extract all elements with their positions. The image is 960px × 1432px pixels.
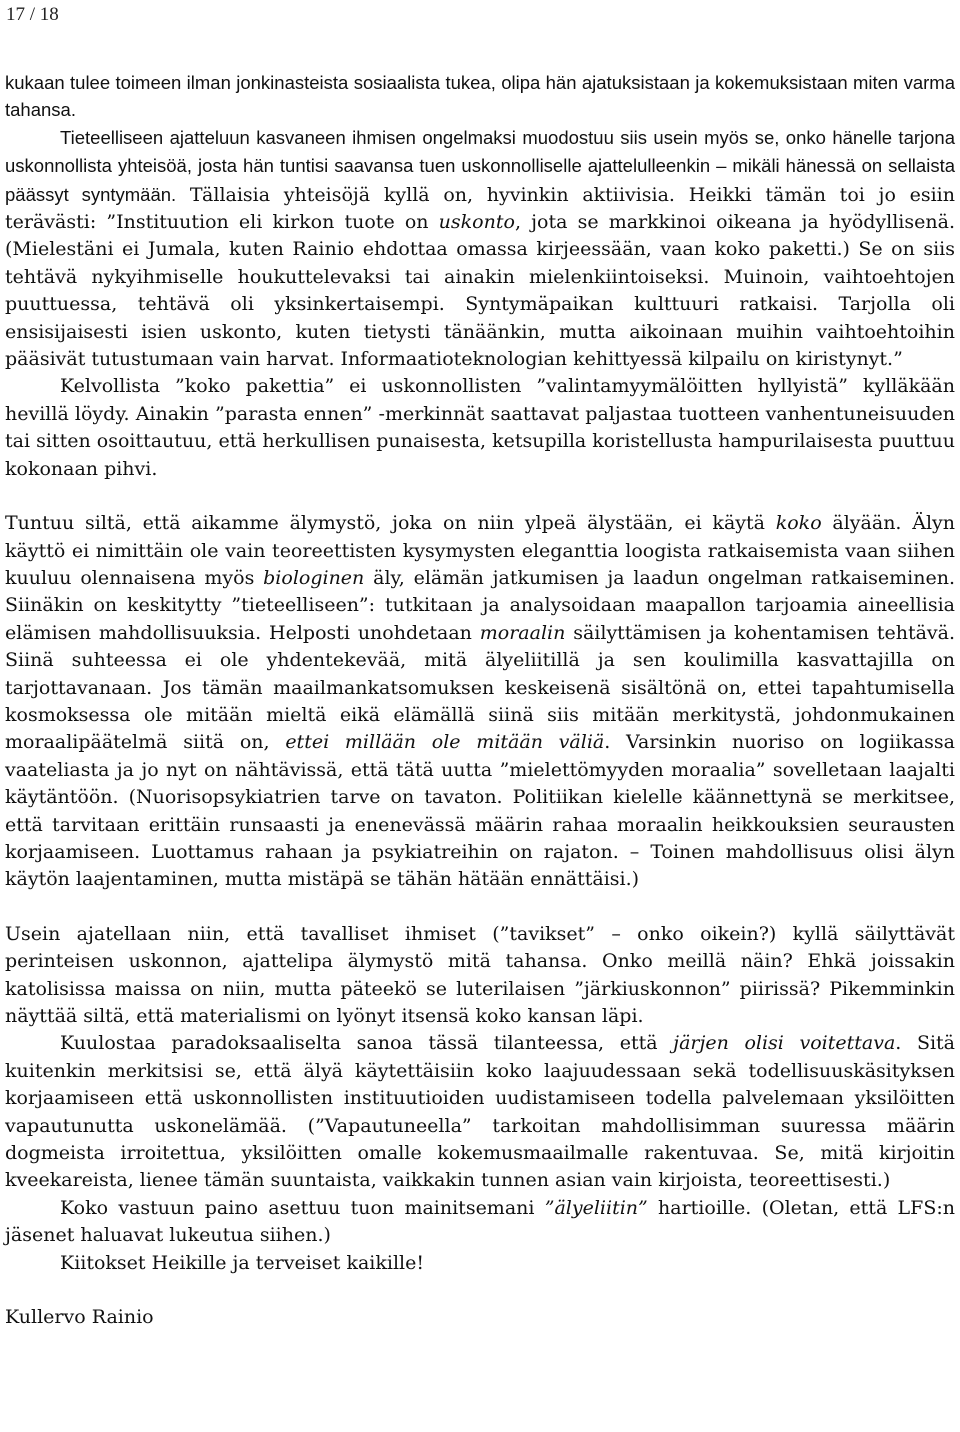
paragraph-7: [5, 1195, 955, 1250]
paragraph-4: [5, 510, 955, 894]
paragraph-2: [5, 124, 955, 374]
paragraph-6: [5, 1030, 955, 1194]
paragraph-1: [5, 69, 955, 124]
paragraph-text: . Sitä kuitenkin merkitsisi se, että älyä käytettäisiin koko laajuudessaan sekä todellisuuskäsityksen korjaamiseen että uskonnollisten instituutioiden uudistamiseen todella palvelemaan yksilöitten vapautunutta uskonelämää. (”Vapautuneella” tarkoitan mahdollisimman suuressa määrin dogmeista irroitettua, yksilöitten omalle kokemusmaailmalle rakentuvaa. Se, mitä kirjoitin kveekareista, lienee tämän suuntaista, vaikkakin tunnen asian vain kirjoista, teoreettisesti.): [5, 1032, 956, 1192]
page-counter: 17 / 18: [6, 4, 59, 25]
paragraph-text: Tieteelliseen ajatteluun kasvaneen ihmisen ongelmaksi muodostuu siis usein myös se, onko hänelle tarjona uskonnollista yhteisöä, josta hän tuntisi saavansa tuen uskonnolliselle ajattelulleenkin – mikäli hänessä on sellaista päässyt syntymään.: [5, 126, 955, 205]
paragraph-text: älyään. Älyn käyttö ei nimittäin ole vain teoreettisten kysymysten eleganttia loogista ratkaisemista vaan siihen kuuluu olennaisena myös: [5, 512, 955, 589]
paragraph-text: Koko vastuun paino asettuu tuon mainitsemani: [60, 1196, 545, 1219]
paragraph-text: Kelvollista ”koko pakettia” ei uskonnollisten ”valintamyymälöitten hyllyistä” kylläkään hevillä löydy. Ainakin ”parasta ennen” -merkinnät saattavat paljastaa tuotteen vanhentuneisuuden tai sitten osoittautuu, että herkullisen punaisesta, ketsupilla koristellusta hampurilaisesta puuttuu kokonaan pihvi.: [5, 375, 955, 480]
paragraph-text: kukaan tulee toimeen ilman jonkinasteista sosiaalista tukea, olipa hän ajatuksistaan ja kokemuksistaan miten varma tahansa.: [5, 72, 955, 121]
paragraph-text: Tuntuu siltä, että aikamme älymystö, joka on niin ylpeä älystään, ei käytä: [5, 512, 776, 535]
paragraph-text: . Varsinkin nuoriso on logiikassa vaateliasta ja jo nyt on nähtävissä, että tätä uutta ”mielettömyyden moraalia” sovelletaan laajalti käytäntöön. (Nuorisopsykiatrien tarve on tavaton. Politiikan kielelle käännettynä se merkitsee, että tarvitaan erittäin runsaasti ja enenevässä määrin rahaa moraalin heikkouksien seurausten korjaamiseen. Luottamus rahaan ja psykiatreihin on rajaton. – Toinen mahdollisuus olisi älyn käytön laajentaminen, mutta mistäpä se tähän hätään ennättäisi.): [5, 731, 956, 891]
paragraph-text: Kuulostaa paradoksaaliselta sanoa tässä tilanteessa, että: [60, 1032, 674, 1055]
emphasis-text: ”älyeliitin”: [544, 1196, 648, 1219]
paragraph-3: [5, 373, 955, 483]
paragraph-text: hartioille. (Oletan, että LFS:n jäsenet haluavat lukeutua siihen.): [5, 1196, 955, 1247]
paragraph-text: Tällaisia yhteisöjä kyllä on, hyvinkin aktiivisia. Heikki tämän toi jo esiin terävästi: ”Instituution eli kirkon tuote on: [5, 183, 955, 234]
paragraph-text: , jota se markkinoi oikeana ja hyödyllisenä. (Mielestäni ei Jumala, kuten Rainio ehdottaa omassa kirjeessään, vaan koko paketti.) Se on siis tehtävä nykyihmiselle houkuttelevaksi tai ainakin mielenkiintoiseksi. Muinoin, vaihtoehtojen puuttuessa, tehtävä oli yksinkertaisempi. Syntymäpaikan kulttuuri ratkaisi. Tarjolla oli ensisijaisesti isien uskonto, kuten tietysti tänäänkin, mutta aikoinaan muihin vaihtoehtoihin pääsivät tutustumaan vain harvat. Informaatioteknologian kehittyessä kilpailu on kiristynyt.”: [5, 211, 955, 371]
letter-body: [5, 69, 955, 1331]
signature: Kullervo Rainio: [5, 1306, 154, 1329]
emphasis-text: moraalin: [479, 621, 566, 644]
emphasis-text: järjen olisi voitettava: [673, 1032, 896, 1055]
paragraph-text: Kiitokset Heikille ja terveiset kaikille!: [60, 1251, 425, 1274]
paragraph-8: [5, 1250, 955, 1277]
emphasis-text: uskonto: [438, 211, 515, 234]
paragraph-text: Usein ajatellaan niin, että tavalliset ihmiset (”tavikset” – onko oikein?) kyllä säilyttävät perinteisen uskonnon, ajattelipa älymystö mitä tahansa. Onko meillä näin? Ehkä joissakin katolisissa maissa on niin, mutta päteekö se luterilaisen ”järkiuskonnon” piirissä? Pikemminkin näyttää siltä, että materialismi on lyönyt itsensä koko kansan läpi.: [5, 922, 955, 1027]
emphasis-text: koko: [775, 512, 822, 535]
paragraph-text: äly, elämän jatkumisen ja laadun ongelman ratkaiseminen. Siinäkin on keskitytty ”tieteelliseen”: tutkitaan ja analysoidaan maapallon tarjoamia aineellisia elämisen mahdollisuuksia. Helposti unohdetaan: [5, 566, 955, 644]
emphasis-text: biologinen: [263, 566, 365, 589]
emphasis-text: ettei millään ole mitään väliä: [285, 731, 605, 754]
paragraph-text: säilyttämisen ja kohentamisen tehtävä. Siinä suhteessa ei ole yhdentekevää, mitä älyeliitillä ja sen koulimilla kasvattajilla on tarjottavanaan. Jos tämän maailmankatsomuksen keskeisenä sisältönä on, ettei tapahtumisella kosmoksessa ole mitään mieltä eikä elämällä siinä siis mitään merkitystä, johdonmukainen moraalipäätelmä siitä on,: [5, 621, 956, 754]
paragraph-5: [5, 921, 955, 1031]
